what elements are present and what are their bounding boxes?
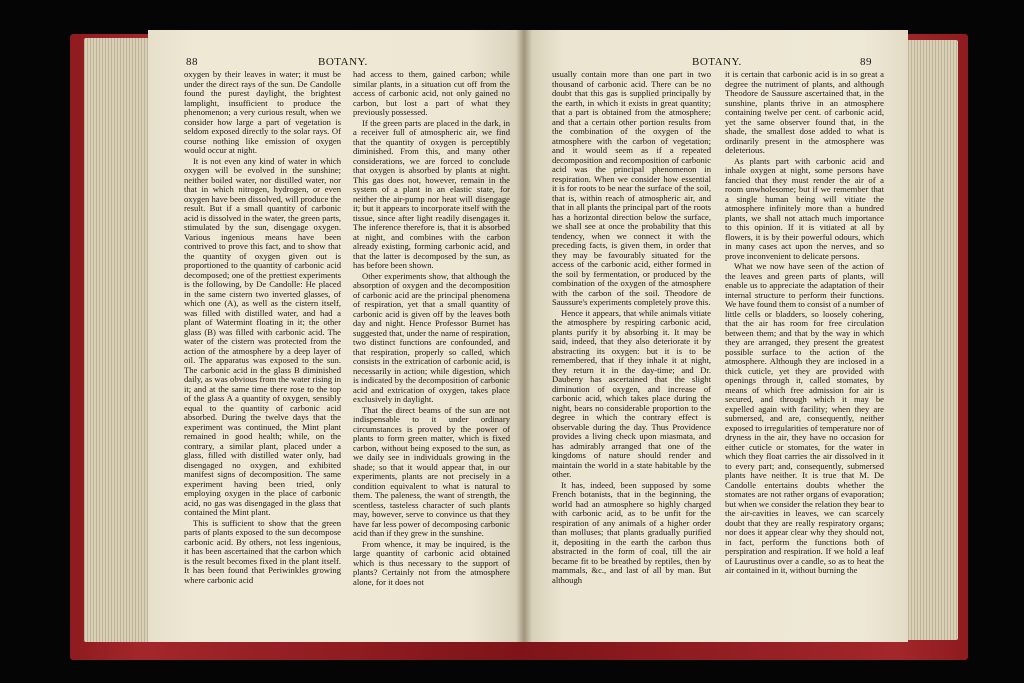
paragraph: it is certain that carbonic acid is in so great a degree the nutriment of plants, and although Theodore de Saussure ascertained that, in the sunshine, plants thrive in an atmosphere containing twelve per cent. of carbonic acid, yet the same observer found that, in the shade, the smallest dose added to what is ordinarily present in the atmosphere was deleterious. — [725, 69, 884, 155]
paragraph: From whence, it may be inquired, is the large quantity of carbonic acid obtained which is thus necessary to the support of plants? Certainly not from the atmosphere alone, for it does not — [353, 538, 510, 587]
left-page-columns — [184, 70, 510, 588]
left-page-edges — [84, 38, 154, 642]
running-head-left: BOTANY. — [318, 56, 368, 68]
right-page-column-1 — [552, 70, 711, 586]
right-page-edges — [900, 40, 958, 640]
left-page — [148, 30, 524, 642]
paragraph: It has, indeed, been supposed by some French botanists, that in the beginning, the world had an atmosphere so highly charged with carbonic acid, as to be unfit for the respiration of any animals of a higher order than molluses; that plants gradually purified it, depositing in the earth the carbon thus abstracted in the form of coal, till the air became fit to be breathed by reptiles, then by mammals, &c., and last of all by man. But although — [552, 479, 711, 585]
paragraph: As plants part with carbonic acid and inhale oxygen at night, some persons have fancied that they must render the air of a room unwholesome; but if we remember that a single human being will vitiate the atmosphere infinitely more than a hundred plants, we shall not attach much importance to this opinion. If it is vitiated at all by flowers, it is by their powerful odours, which in many cases act upon the nerves, and so prove inconvenient to delicate persons. — [725, 155, 884, 261]
paragraph: If the green parts are placed in the dark, in a receiver full of atmospheric air, we find that the quantity of oxygen is perceptibly diminished. From this, and many other considerations, we are forced to conclude that oxygen is absorbed by plants at night. This gas does not, however, remain in the system of a plant in an elastic state, for neither the air-pump nor heat will disengage it; but it appears to incorporate itself with the tissue, since after light readily disengages it. The inference therefore is, that it is absorbed at night, and combines with the carbon already existing, forming carbonic acid, and that the latter is decomposed by the sun, as has before been shown. — [353, 117, 510, 270]
paragraph: Hence it appears, that while animals vitiate the atmosphere by respiring carbonic acid, plants purify it by absorbing it. It may be said, indeed, that they also deteriorate it by abstracting its oxygen: but it is to be remembered, that if they inhale it at night, they return it in the day-time; and Dr. Daubeny has ascertained that the slight diminution of oxygen, and increase of carbonic acid, which takes place during the night, bears no considerable proportion to the degree in which the contrary effect is observable during the day. Thus Providence provides a living check upon miasmata, and has admirably arranged that one of the kingdoms of nature should render and maintain the world in a state habitable by the other. — [552, 307, 711, 479]
paragraph: Other experiments show, that although the absorption of oxygen and the decomposition of carbonic acid are the principal phenomena of respiration, yet that a small quantity of carbonic acid is given off by the leaves both day and night. Hence Professor Burnet has suggested that, under the name of respiration, two distinct functions are confounded, and that respiration, properly so called, which consists in the extrication of carbonic acid, is necessarily in action; while digestion, which is indicated by the decomposition of carbonic acid and extrication of oxygen, takes place exclusively in daylight. — [353, 270, 510, 404]
page-number-right: 89 — [860, 56, 872, 68]
paragraph: had access to them, gained carbon; while similar plants, in a situation cut off from the access of carbonic acid, not only gained no carbon, but lost a part of what they previously possessed. — [353, 69, 510, 117]
paragraph: usually contain more than one part in two thousand of carbonic acid. There can be no doubt that this gas is supplied principally by the earth, in which it exists in great quantity; that a part is obtained from the atmosphere; and that a certain other portion results from the combination of the oxygen of the atmosphere with the carbon of vegetation; and it would seem as if a repeated decomposition and recomposition of carbonic acid was the principal phenomenon in respiration. When we consider how essential it is for roots to be near the surface of the soil, that is, within reach of atmospheric air, and that in all plants the principal part of the roots has a horizontal direction below the surface, we shall see at once the probability that this tendency, when we connect it with the preceding facts, is given them, in order that they may be favourably situated for the access of the carbonic acid, either formed in the soil by fermentation, or produced by the combination of the oxygen of the atmosphere with the carbon of the soil. Theodore de Saussure's experiments completely prove this. — [552, 69, 711, 307]
paragraph: What we now have seen of the action of the leaves and green parts of plants, will enable us to appreciate the adaptation of their internal structure to perform their functions. We have found them to consist of a number of little cells or bladders, so loosely cohering, that the air has room for free circulation between them; and that by the way in which they are arranged, they present the greatest possible surface to the action of the atmosphere. Although they are inclosed in a thick cuticle, yet they are provided with openings through it, called stomates, by means of which free admission for air is secured, and through which it may be expelled again with facility; when they are submersed, and are, consequently, neither exposed to irregularities of temperature nor of dryness in the air, they have no occasion for either cuticle or stomates, for the water in which they float carries the air dissolved in it to every part; and, consequently, submersed plants have neither. It is true that M. De Candolle entertains doubts whether the stomates are not rather organs of evaporation; but when we consider the relation they bear to the air-cavities in leaves, we can scarcely doubt that they are really respiratory organs; nor does it appear clear why they should not, in fact, perform the functions both of perspiration and respiration. If we hold a leaf of Laurustinus over a candle, so as to heat the air contained in it, without burning the — [725, 261, 884, 575]
paragraph: That the direct beams of the sun are not indispensable to it under ordinary circumstances is proved by the power of plants to form green matter, which is fixed carbon, without being exposed to the sun, as we daily see in individuals growing in the shade; so that it would appear that, in our experiments, plants are not precisely in a condition equivalent to what is natural to them. The paleness, the want of strength, the scentless, tasteless character of such plants may, however, serve to convince us that they have far less power of decomposing carbonic acid than if they grew in the sunshine. — [353, 404, 510, 538]
book-gutter — [516, 30, 532, 642]
paragraph: oxygen by their leaves in water; it must be under the direct rays of the sun. De Candolle found the purest daylight, the brightest lamplight, insufficient to produce the phenomenon; a very curious result, when we consider how large a part of vegetation is seldom exposed directly to the solar rays. Of course nothing like emission of oxygen would occur at night. — [184, 69, 341, 155]
right-page — [524, 30, 908, 642]
running-head-right: BOTANY. — [692, 56, 742, 68]
left-page-column-1 — [184, 70, 341, 588]
left-page-column-2 — [353, 70, 510, 588]
right-page-columns — [552, 70, 884, 586]
page-number-left: 88 — [186, 56, 198, 68]
right-page-column-2 — [725, 70, 884, 586]
paragraph: It is not even any kind of water in which oxygen will be evolved in the sunshine; neither boiled water, nor distilled water, nor that in which nitrogen, hydrogen, or even oxygen have been dissolved, will produce the result. But if a small quantity of carbonic acid is dissolved in the water, the green parts, stimulated by the sun, disengage oxygen. Various ingenious means have been contrived to prove this fact, and to show that the quantity of oxygen given out is proportioned to the quantity of carbonic acid decomposed; one of the prettiest experiments is the following, by De Candolle: He placed in the same cistern two inverted glasses, of which one (A), as well as the cistern itself, was filled with distilled water, and had a plant of Watermint floating in it; the other glass (B) was filled with carbonic acid. The water of the cistern was protected from the action of the atmosphere by a deep layer of oil. The apparatus was exposed to the sun. The carbonic acid in the glass B diminished daily, as was obvious from the water rising in it; and at the same time there rose to the top of the glass A a quantity of oxygen, sensibly equal to the quantity of carbonic acid absorbed. During the twelve days that the experiment was continued, the Mint plant remained in good health; while, on the contrary, a similar plant, placed under a glass, filled with distilled water only, had disengaged no oxygen, and exhibited manifest signs of decomposition. The same experiment having been tried, only employing oxygen in the place of carbonic acid, no gas was disengaged in the glass that contained the Mint plant. — [184, 155, 341, 517]
paragraph: This is sufficient to show that the green parts of plants exposed to the sun decompose carbonic acid. By others, not less ingenious, it has been ascertained that the carbon which is the result becomes fixed in the plant itself. It has been found that Periwinkles growing where carbonic acid — [184, 517, 341, 585]
